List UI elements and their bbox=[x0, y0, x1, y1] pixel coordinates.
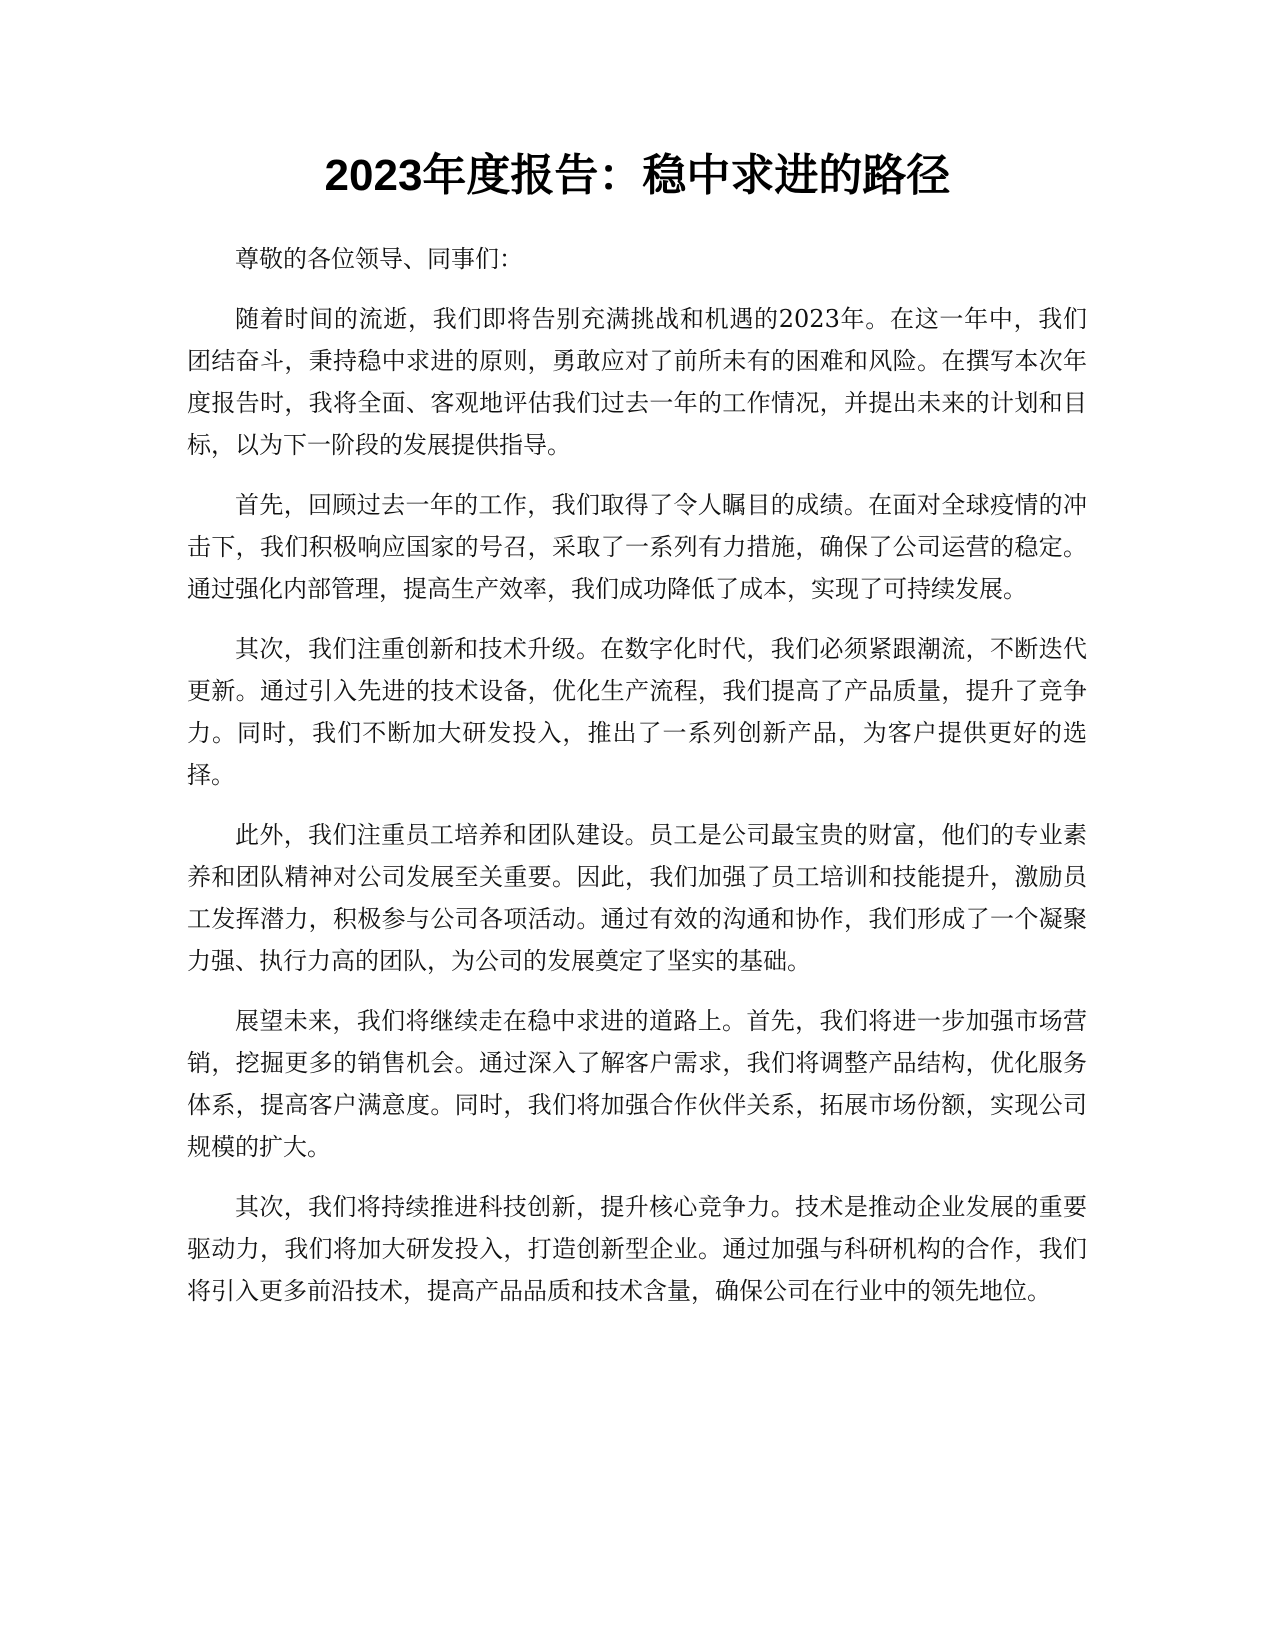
paragraph-outlook-technology: 其次，我们将持续推进科技创新，提升核心竞争力。技术是推动企业发展的重要驱动力，我们将加大研发投入，打造创新型企业。通过加强与科研机构的合作，我们将引入更多前沿技术，提高产品品质和技术含量，确保公司在行业中的领先地位。 bbox=[187, 1193, 1087, 1305]
paragraph-team-building: 此外，我们注重员工培养和团队建设。员工是公司最宝贵的财富，他们的专业素养和团队精神对公司发展至关重要。因此，我们加强了员工培训和技能提升，激励员工发挥潜力，积极参与公司各项活动。通过有效的沟通和协作，我们形成了一个凝聚力强、执行力高的团队，为公司的发展奠定了坚实的基础。 bbox=[187, 821, 1087, 975]
paragraph-intro: 随着时间的流逝，我们即将告别充满挑战和机遇的2023年。在这一年中，我们团结奋斗，秉持稳中求进的原则，勇敢应对了前所未有的困难和风险。在撰写本次年度报告时，我将全面、客观地评估我们过去一年的工作情况，并提出未来的计划和目标，以为下一阶段的发展提供指导。 bbox=[187, 305, 1087, 459]
paragraph-innovation: 其次，我们注重创新和技术升级。在数字化时代，我们必须紧跟潮流，不断迭代更新。通过引入先进的技术设备，优化生产流程，我们提高了产品质量，提升了竞争力。同时，我们不断加大研发投入，推出了一系列创新产品，为客户提供更好的选择。 bbox=[187, 635, 1087, 789]
salutation: 尊敬的各位领导、同事们： bbox=[235, 245, 523, 273]
paragraph-outlook-marketing: 展望未来，我们将继续走在稳中求进的道路上。首先，我们将进一步加强市场营销，挖掘更多的销售机会。通过深入了解客户需求，我们将调整产品结构，优化服务体系，提高客户满意度。同时，我们将加强合作伙伴关系，拓展市场份额，实现公司规模的扩大。 bbox=[187, 1007, 1087, 1161]
document-body bbox=[187, 238, 1087, 1330]
document-title: 2023年度报告：稳中求进的路径 bbox=[324, 151, 951, 200]
paragraph-achievements: 首先，回顾过去一年的工作，我们取得了令人瞩目的成绩。在面对全球疫情的冲击下，我们积极响应国家的号召，采取了一系列有力措施，确保了公司运营的稳定。通过强化内部管理，提高生产效率，我们成功降低了成本，实现了可持续发展。 bbox=[187, 491, 1087, 603]
